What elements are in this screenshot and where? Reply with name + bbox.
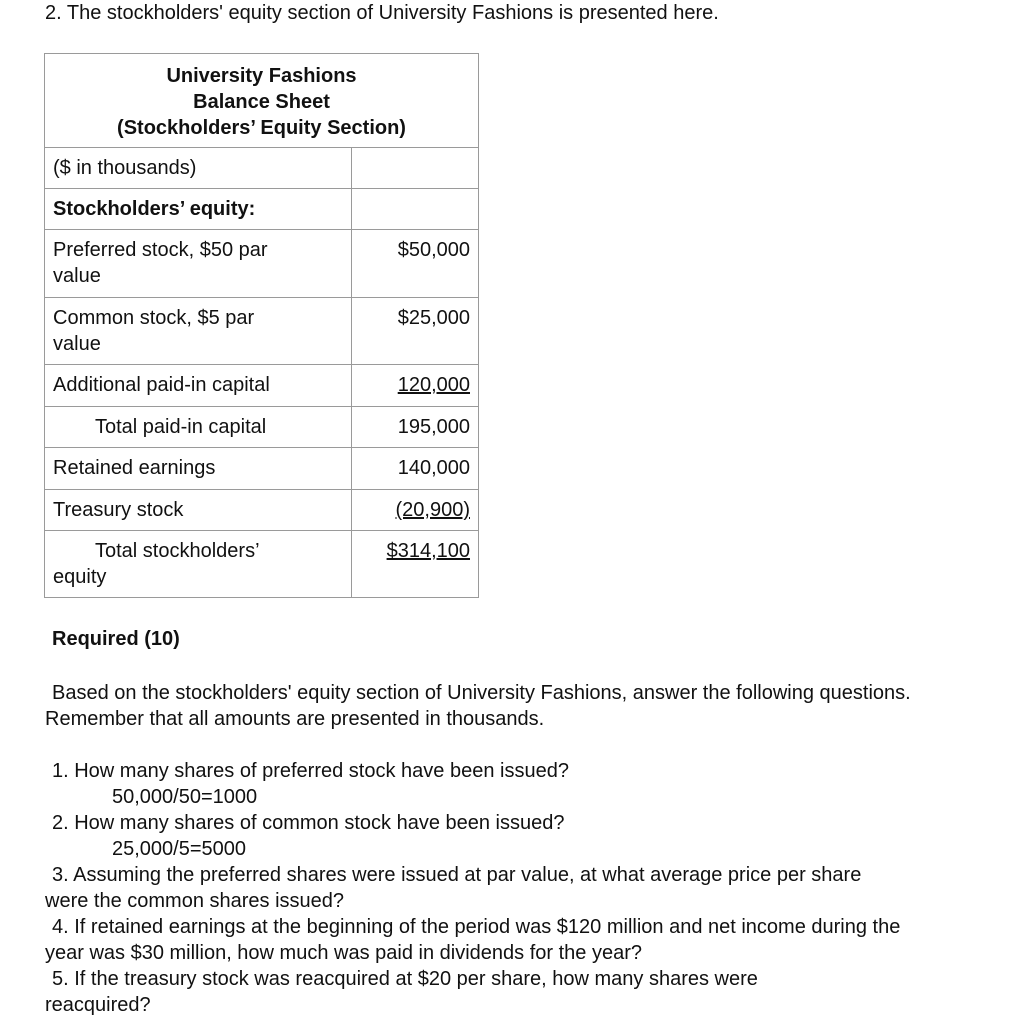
table-row [45, 407, 479, 448]
table-row [45, 448, 479, 490]
row-value: $25,000 [352, 298, 479, 365]
row-value: $50,000 [352, 230, 479, 298]
section-label: Stockholders’ equity: [45, 189, 352, 230]
row-value: 120,000 [397, 374, 470, 396]
row-value: (20,900) [395, 499, 470, 521]
answer-1: 50,000/50=1000 [112, 786, 258, 808]
row-label: Retained earnings [45, 448, 352, 490]
question-5: 5. If the treasury stock was reacquired at $20 per share, how many shares were reacquired? [45, 968, 758, 1016]
questions-list [45, 758, 915, 1018]
table-row [45, 490, 479, 531]
required-heading: Required (10) [52, 628, 180, 650]
question-heading: 2. The stockholders' equity section of University Fashions is presented here. [45, 2, 719, 24]
question-2: 2. How many shares of common stock have been issued? [52, 812, 565, 834]
company-name: University Fashions [166, 65, 357, 87]
table-row [45, 365, 479, 407]
row-value: 195,000 [352, 407, 479, 448]
table-title [45, 54, 479, 148]
row-value: 140,000 [352, 448, 479, 490]
table-row [45, 531, 479, 598]
row-label: Total stockholders’ equity [53, 540, 259, 588]
table-row [45, 230, 479, 298]
intro-paragraph: Based on the stockholders' equity section of University Fashions, answer the following questions. Remember that all amounts are presented in thousands. [45, 682, 911, 730]
question-3: 3. Assuming the preferred shares were issued at par value, at what average price per share were the common shares issued? [45, 864, 862, 912]
units-label: ($ in thousands) [45, 148, 352, 189]
empty-cell [352, 189, 479, 230]
statement-name: Balance Sheet [193, 91, 330, 113]
empty-cell [352, 148, 479, 189]
row-label: Treasury stock [45, 490, 352, 531]
section-name: (Stockholders’ Equity Section) [117, 117, 406, 139]
answer-2: 25,000/5=5000 [112, 838, 247, 860]
question-4: 4. If retained earnings at the beginning of the period was $120 million and net income during the year was $30 million, how much was paid in dividends for the year? [45, 916, 901, 964]
row-value: $314,100 [386, 540, 470, 562]
row-label: Additional paid-in capital [45, 365, 352, 407]
question-1: 1. How many shares of preferred stock have been issued? [52, 760, 569, 782]
equity-table [44, 53, 479, 598]
table-row [45, 298, 479, 365]
row-label: Total paid-in capital [95, 416, 267, 438]
row-label: Preferred stock, $50 par value [53, 239, 268, 287]
row-label: Common stock, $5 par value [53, 307, 255, 355]
